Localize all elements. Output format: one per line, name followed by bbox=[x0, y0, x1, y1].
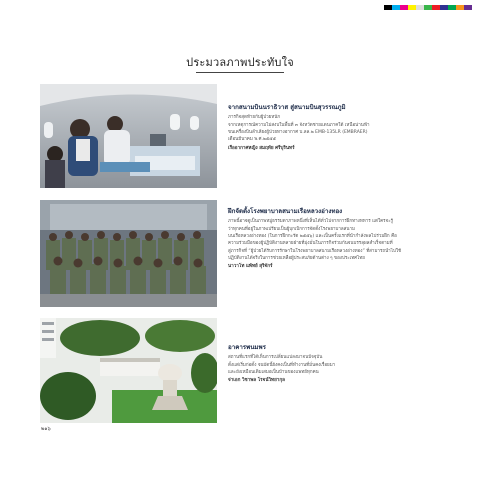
section-title: อาคารพนมพร bbox=[228, 344, 266, 351]
color-swatch bbox=[456, 5, 464, 10]
section-paragraph bbox=[228, 218, 440, 262]
paragraph-line: ภารกิจสุดท้ายกับผู้ป่วยหนัก bbox=[228, 115, 281, 121]
section-field-hospital bbox=[40, 200, 440, 308]
color-swatch bbox=[392, 5, 400, 10]
paragraph-line: ความร่วมมือของผู้ปฏิบัติงานหลายฝ่ายที่มุ่งมั่นในภารกิจร่วมกันจนบรรลุผลสำเร็จตามที่ bbox=[228, 241, 393, 247]
paragraph-line: ปฏิบัติงานได้จริงในการช่วยเหลือผู้ประสบภัยด้านต่าง ๆ ของประเทศไทย bbox=[228, 255, 365, 261]
color-swatch bbox=[384, 5, 392, 10]
section-title: ฝึกจัดตั้งโรงพยาบาลสนามเรือหลวงอ่างทอง bbox=[228, 208, 343, 215]
print-color-bar bbox=[384, 5, 472, 10]
color-swatch bbox=[408, 5, 416, 10]
field-hospital-photo bbox=[40, 200, 217, 307]
color-swatch bbox=[464, 5, 472, 10]
paragraph-line: ตั้งแต่เริ่มก่อตั้ง จนบัดนี้ยังคงเป็นที่ทำงานที่มั่นคงเรื่อยมา bbox=[228, 362, 336, 368]
section-evacuation bbox=[40, 84, 440, 190]
building-photo bbox=[40, 318, 217, 423]
section-phanomphon-building bbox=[40, 318, 440, 424]
paragraph-line: และยังเหมือนเดิมเสมอเป็นบ้านของแพทย์ทุกคน bbox=[228, 370, 319, 375]
aircraft-cabin-image bbox=[40, 84, 217, 188]
paragraph-line: สู่ภารกิจที่ “ผู้ป่วยได้รับการรักษาในโรงพยาบาลสนามเรือหลวงอ่างทอง” ที่สามารถนำไปใช้ bbox=[228, 248, 402, 254]
field-hospital-text bbox=[228, 208, 440, 270]
color-swatch bbox=[400, 5, 408, 10]
paragraph-line: ว่าทุกคนที่อยู่ในภาพเปรียบเป็นผู้บุกเบิกการจัดตั้งโรงพยาบาลสนาม bbox=[228, 226, 355, 232]
section-author: จ่าเอก วิชาพล โรจน์วิทยากุล bbox=[228, 378, 285, 384]
section-author: เรืออากาศหญิง สมฤทัย ศรีบุรินทร์ bbox=[228, 145, 295, 151]
building-aerial-image bbox=[40, 318, 217, 423]
group-photo-image bbox=[40, 200, 217, 307]
paragraph-line: บนเรือหลวงอ่างทอง (ในการฝึกกะรัต ๒๕๕๖) และเป็นครั้งแรกที่นำกำลังพลไปร่วมฝึก คือ bbox=[228, 234, 397, 239]
section-title: จากสนามบินนราธิวาส สู่สนามบินสุวรรณภูมิ bbox=[228, 104, 346, 111]
color-swatch bbox=[448, 5, 456, 10]
paragraph-line: เดือนมีนาคม พ.ศ.๒๕๕๕ bbox=[228, 137, 277, 143]
color-swatch bbox=[440, 5, 448, 10]
section-paragraph bbox=[228, 354, 440, 376]
title-underline bbox=[196, 72, 284, 73]
page-title: ประมวลภาพประทับใจ bbox=[186, 56, 294, 69]
color-swatch bbox=[432, 5, 440, 10]
color-swatch bbox=[424, 5, 432, 10]
paragraph-line: ขนเครื่องบินลำเลียงผู้ป่วยทางอากาศ บ.ลล.๒ EMB-135LR (EMBRAER) bbox=[228, 130, 368, 135]
color-swatch bbox=[416, 5, 424, 10]
building-text bbox=[228, 344, 440, 384]
paragraph-line: ภาพนี้อาจดูเป็นภาพหมู่ธรรมดาภาพหนึ่งที่เห็นได้ทั่วไปจากการฝึกทางทหาร แต่ใครจะรู้ bbox=[228, 219, 394, 225]
paragraph-line: จากเหตุการณ์ความไม่สงบในพื้นที่ ๓ จังหวัดชายแดนภาคใต้ เหนือน่านฟ้า bbox=[228, 122, 370, 128]
evacuation-text bbox=[228, 104, 440, 152]
evacuation-photo bbox=[40, 84, 217, 188]
page-number: ๒๑๖ bbox=[41, 426, 51, 432]
section-paragraph bbox=[228, 114, 440, 143]
section-author: นาวาโท แพ้ทย์ สุริจักร์ bbox=[228, 264, 273, 270]
paragraph-line: สถานที่แรกที่ได้เห็นการเปลี่ยนแปลงมาจนปัจจุบัน bbox=[228, 355, 323, 361]
